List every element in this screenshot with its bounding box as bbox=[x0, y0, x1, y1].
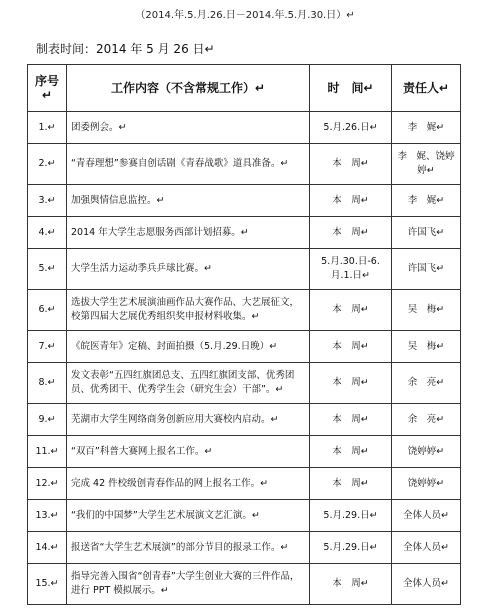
row-content: 完成 42 件校级创青春作品的网上报名工作。↵ bbox=[67, 468, 310, 500]
table-row bbox=[28, 468, 461, 500]
made-time: 制表时间：2014 年 5 月 26 日↵ bbox=[36, 42, 215, 56]
table-row bbox=[28, 436, 461, 468]
row-time: 本 周↵ bbox=[310, 290, 392, 331]
row-time: 本 周↵ bbox=[310, 468, 392, 500]
row-content: 发文表彰“五四红旗团总支、五四红旗团支部、优秀团员、优秀团干、优秀学生会（研究生会）干部”。↵ bbox=[67, 363, 310, 404]
row-time: 本 周↵ bbox=[310, 436, 392, 468]
row-number: 5.↵ bbox=[28, 249, 67, 290]
row-time: 本 周↵ bbox=[310, 564, 392, 605]
schedule-table bbox=[27, 64, 461, 605]
row-owner: 许国飞↵ bbox=[392, 249, 461, 290]
table-row bbox=[28, 290, 461, 331]
row-content: 选拔大学生艺术展演油画作品大赛作品、大艺展征文，校第四届大艺展优秀组织奖申报材料收集。↵ bbox=[67, 290, 310, 331]
row-owner: 全体人员↵ bbox=[392, 500, 461, 532]
table-header-row bbox=[28, 65, 461, 112]
row-owner: 吴 梅↵ bbox=[392, 331, 461, 363]
row-owner: 李 娓↵ bbox=[392, 112, 461, 144]
row-number: 13.↵ bbox=[28, 500, 67, 532]
row-time: 5.月.29.日↵ bbox=[310, 500, 392, 532]
row-number: 3.↵ bbox=[28, 185, 67, 217]
row-owner: 吴 梅↵ bbox=[392, 290, 461, 331]
row-owner: 许国飞↵ bbox=[392, 217, 461, 249]
row-content: 大学生活力运动季兵乒球比赛。↵ bbox=[67, 249, 310, 290]
table-row bbox=[28, 500, 461, 532]
row-number: 1.↵ bbox=[28, 112, 67, 144]
table-row bbox=[28, 112, 461, 144]
row-number: 2.↵ bbox=[28, 144, 67, 185]
row-owner: 饶婷婷↵ bbox=[392, 436, 461, 468]
table-row bbox=[28, 564, 461, 605]
row-number: 12.↵ bbox=[28, 468, 67, 500]
row-time: 5.月.29.日↵ bbox=[310, 532, 392, 564]
row-owner: 余 亮↵ bbox=[392, 363, 461, 404]
col-header-content: 工作内容（不含常规工作）↵ bbox=[67, 65, 310, 112]
col-header-owner: 责任人↵ bbox=[392, 65, 461, 112]
row-time: 本 周↵ bbox=[310, 144, 392, 185]
table-row bbox=[28, 144, 461, 185]
col-header-number: 序号↵ bbox=[28, 65, 67, 112]
row-owner: 李 娓↵ bbox=[392, 185, 461, 217]
row-number: 4.↵ bbox=[28, 217, 67, 249]
table-row bbox=[28, 217, 461, 249]
row-time: 本 周↵ bbox=[310, 363, 392, 404]
table-row bbox=[28, 249, 461, 290]
row-owner: 全体人员↵ bbox=[392, 564, 461, 605]
col-header-time: 时 间↵ bbox=[310, 65, 392, 112]
row-owner: 饶婷婷↵ bbox=[392, 468, 461, 500]
row-content: 2014 年大学生志愿服务西部计划招募。↵ bbox=[67, 217, 310, 249]
row-owner: 余 亮↵ bbox=[392, 404, 461, 436]
row-time: 本 周↵ bbox=[310, 185, 392, 217]
table-row bbox=[28, 532, 461, 564]
row-content: 加强舆情信息监控。↵ bbox=[67, 185, 310, 217]
row-time: 5.月.26.日↵ bbox=[310, 112, 392, 144]
row-content: “双百”科普大赛网上报名工作。↵ bbox=[67, 436, 310, 468]
row-time: 本 周↵ bbox=[310, 331, 392, 363]
row-number: 7.↵ bbox=[28, 331, 67, 363]
table-row bbox=[28, 185, 461, 217]
row-content: 芜湖市大学生网络商务创新应用大赛校内启动。↵ bbox=[67, 404, 310, 436]
row-time: 本 周↵ bbox=[310, 217, 392, 249]
row-content: 指导完善入围省“创青春”大学生创业大赛的三件作品，进行 PPT 模拟展示。↵ bbox=[67, 564, 310, 605]
row-content: 报送省“大学生艺术展演”的部分节目的报录工作。↵ bbox=[67, 532, 310, 564]
date-range: （2014.年.5.月.26.日－2014.年.5.月.30.日）↵ bbox=[135, 10, 355, 21]
row-content: 团委例会。↵ bbox=[67, 112, 310, 144]
row-time: 本 周↵ bbox=[310, 404, 392, 436]
row-number: 6.↵ bbox=[28, 290, 67, 331]
row-number: 14.↵ bbox=[28, 532, 67, 564]
row-number: 11.↵ bbox=[28, 436, 67, 468]
row-owner: 李 娓、饶婷婷↵ bbox=[392, 144, 461, 185]
row-content: “我们的中国梦”大学生艺术展演文艺汇演。↵ bbox=[67, 500, 310, 532]
table-row bbox=[28, 404, 461, 436]
row-content: 《皖医青年》定稿、封面拍摄（5.月.29.日晚）↵ bbox=[67, 331, 310, 363]
row-number: 9.↵ bbox=[28, 404, 67, 436]
table-row bbox=[28, 363, 461, 404]
row-number: 15.↵ bbox=[28, 564, 67, 605]
row-number: 8.↵ bbox=[28, 363, 67, 404]
table-row bbox=[28, 331, 461, 363]
row-owner: 全体人员↵ bbox=[392, 532, 461, 564]
row-time: 5.月.30.日-6.月.1.日↵ bbox=[310, 249, 392, 290]
row-content: “青春理想”参赛自创话剧《青春战歌》道具准备。↵ bbox=[67, 144, 310, 185]
